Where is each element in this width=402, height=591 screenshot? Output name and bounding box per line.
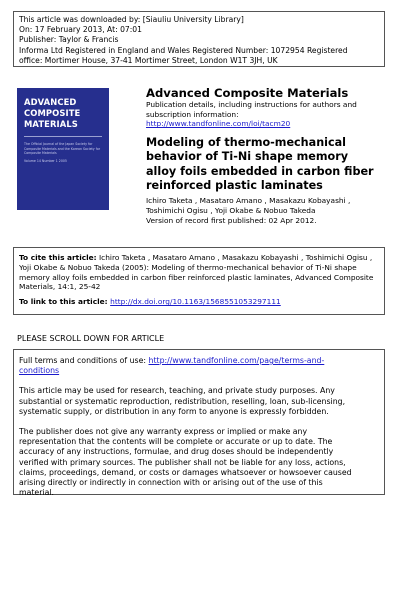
terms-link[interactable]: http://www.tandfonline.com/page/terms-and- (148, 356, 325, 365)
scroll-notice: PLEASE SCROLL DOWN FOR ARTICLE (17, 334, 165, 343)
cite-text: Yoji Okabe & Nobuo Takeda (2005): Modeling of thermo-mechanical behavior of Ti-Ni shape (19, 262, 357, 272)
journal-cover-image (17, 88, 109, 210)
cover-title-line: MATERIALS (24, 119, 78, 129)
authors-line: Toshimichi Ogisu , Yoji Okabe & Nobuo Takeda (146, 206, 316, 216)
publisher: Publisher: Taylor & Francis (19, 35, 119, 45)
cover-footer: Volume 14 Number 1 2005 (24, 159, 67, 164)
terms-link[interactable]: conditions (19, 366, 60, 376)
journal-link[interactable]: http://www.tandfonline.com/loi/tacm20 (146, 119, 291, 129)
cite-text: Ichiro Taketa , Masataro Amano , Masakazu Kobayashi , Toshimichi Ogisu , (96, 253, 373, 262)
link-label: To link to this article: (19, 297, 111, 307)
cite-text: memory alloy foils embedded in carbon fiber reinforced plastic laminates, Advanced Composite (19, 272, 374, 282)
article-title (146, 136, 391, 194)
version-of-record: Version of record first published: 02 Apr 2012. (146, 216, 317, 226)
terms-intro: Full terms and conditions of use: (19, 356, 149, 365)
download-date: On: 17 February 2013, At: 07:01 (19, 25, 142, 35)
download-info-box (13, 11, 385, 67)
title-line: behavior of Ti-Ni shape memory (146, 150, 349, 164)
doi-link[interactable]: http://dx.doi.org/10.1163/1568551053297111 (110, 297, 281, 307)
cover-subtitle: The Official Journal of the Japan Society for Composite Materials and the Korean Society for Composite Materials (24, 142, 101, 155)
usage-paragraph: This article may be used for research, teaching, and private study purposes. Any substantial or systematic reproduction, redistribution, reselling, loan, sub-licensing, systematic supply, or distribution in any form to anyone is expressly forbidden. (19, 386, 346, 416)
registration: Informa Ltd Registered in England and Wales Registered Number: 1072954 Registered (19, 45, 348, 55)
citation-box (13, 247, 385, 315)
authors-line: Ichiro Taketa , Masataro Amano , Masakazu Kobayashi , (146, 196, 351, 206)
title-line: alloy foils embedded in carbon fiber (146, 164, 374, 178)
download-line: This article was downloaded by: [Siauliu University Library] (19, 15, 244, 24)
cover-title-line: ADVANCED (24, 97, 77, 107)
article-metadata (146, 86, 391, 226)
journal-name: Advanced Composite Materials (146, 86, 349, 100)
authors (146, 196, 391, 226)
cite-text: Materials, 14:1, 25-42 (19, 282, 101, 292)
title-line: reinforced plastic laminates (146, 179, 323, 192)
subscription-info: subscription information: (146, 109, 239, 119)
disclaimer-paragraph: The publisher does not give any warranty express or implied or make any representation that the contents will be complete or accurate or up to date. The accuracy of any instructions, formulae, and drug doses should be independently verified with primary sources. The publisher shall not be liable for any loss, actions, claims, proceedings, demand, or costs or damages whatsoever or howsoever caused arising directly or indirectly in connection with or arising out of the use of this material. (19, 427, 352, 498)
cover-divider (24, 136, 102, 137)
title-line: Modeling of thermo-mechanical (146, 135, 347, 149)
publication-details: Publication details, including instructions for authors and (146, 100, 357, 109)
terms-box (13, 349, 385, 498)
registered-office: office: Mortimer House, 37-41 Mortimer Street, London W1T 3JH, UK (19, 55, 278, 65)
cite-label: To cite this article: (19, 253, 97, 262)
cover-title-line: COMPOSITE (24, 108, 81, 118)
